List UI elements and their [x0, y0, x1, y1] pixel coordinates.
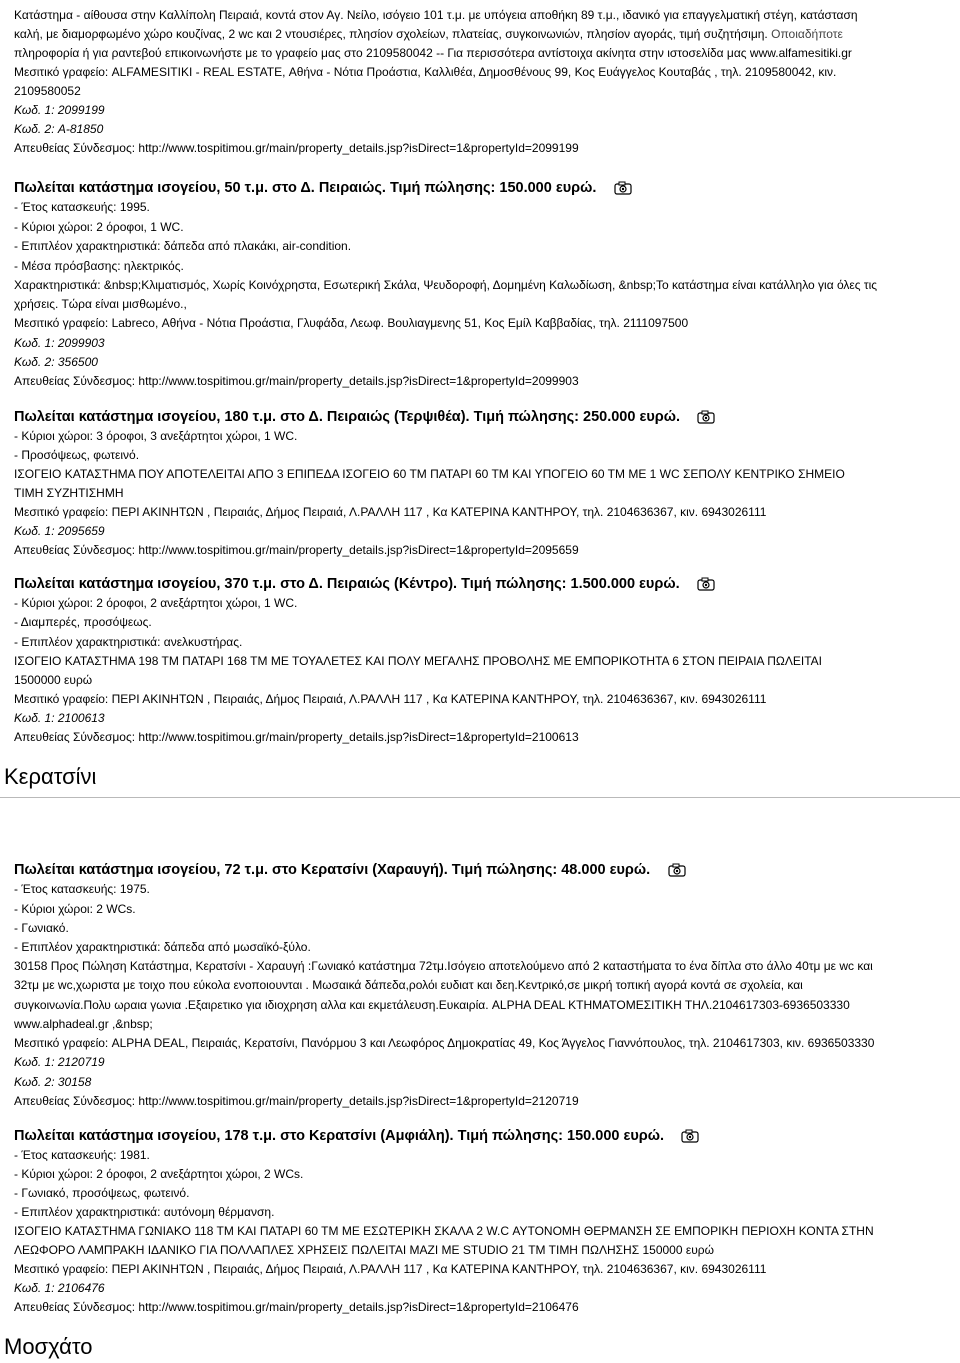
description-line: 30158 Προς Πώληση Κατάστημα, Κερατσίνι - Χαραυγή :Γωνιακό κατάστημα 72τμ.Ισόγειο αποτελούμενο από 2 καταστήματα το ένα δίπλα στο άλλο 40τμ με wc και: [14, 959, 873, 973]
listing-title-row: [14, 573, 715, 595]
agency-line: Μεσιτικό γραφείο: ΠΕΡΙ ΑΚΙΝΗΤΩΝ , Πειραιάς, Δήμος Πειραιά, Λ.ΡΑΛΛΗ 117 , Κα ΚΑΤΕΡΙΝΑ ΚΑΝΤΗΡΟΥ, τηλ. 2104636367, κιν. 6943026111: [14, 1262, 767, 1276]
feature-line: - Επιπλέον χαρακτηριστικά: δάπεδα από μωσαϊκό-ξύλο.: [14, 940, 311, 954]
feature-line: - Κύριοι χώροι: 2 όροφοι, 2 ανεξάρτητοι χώροι, 2 WCs.: [14, 1167, 304, 1181]
feature-line: - Επιπλέον χαρακτηριστικά: δάπεδα από πλακάκι, air-condition.: [14, 239, 352, 253]
feature-line: - Έτος κατασκευής: 1995.: [14, 200, 150, 214]
description-line: 1500000 ευρώ: [14, 673, 93, 687]
description-line: 32τμ με wc,χωριστα με τοιχο που εύκολα ενοποιουνται . Μωσαικά δάπεδα,ρολόι ευδιατ και δεη.Κεντρικό,σε μικρή τοπική αγορά κοντά σε σχολεία, και: [14, 978, 803, 992]
description-line: συγκοινωνία.Πολυ ωραια γωνια .Εξαιρετικο για ιδιοχρηση αλλα και εκμετάλευση.Ευκαιρία. ALPHA DEAL ΚΤΗΜΑΤΟΜΕΣΙΤΙΚΗ ΤΗΛ.2104617303-6936503330: [14, 998, 850, 1012]
description-line: ΛΕΩΦΟΡΟ ΛΑΜΠΡΑΚΗ ΙΔΑΝΙΚΟ ΓΙΑ ΠΟΛΛΑΠΛΕΣ ΧΡΗΣΕΙΣ ΠΩΛΕΙΤΑΙ ΜΑΖΙ ΜΕ STUDIO 21 ΤΜ ΤΙΜΗ ΠΩΛΗΣΗΣ 150000 ευρώ: [14, 1243, 714, 1257]
direct-link[interactable]: Απευθείας Σύνδεσμος: http://www.tospitimou.gr/main/property_details.jsp?isDirect=1&propertyId=2120719: [14, 1094, 579, 1108]
listing-title-row: [14, 1125, 699, 1147]
description-line: ΙΣΟΓΕΙΟ ΚΑΤΑΣΤΗΜΑ ΠΟΥ ΑΠΟΤΕΛΕΙΤΑΙ ΑΠΟ 3 ΕΠΙΠΕΔΑ ΙΣΟΓΕΙΟ 60 ΤΜ ΠΑΤΑΡΙ 60 ΤΜ ΚΑΙ ΥΠΟΓΕΙΟ 60 ΤΜ ΜΕ 1 WC ΣΕΠΟΛΥ ΚΕΝΤΡΙΚΟ ΣΗΜΕΙΟ: [14, 467, 845, 481]
feature-line: - Κύριοι χώροι: 2 όροφοι, 2 ανεξάρτητοι χώροι, 1 WC.: [14, 596, 298, 610]
section-divider: [0, 797, 960, 798]
description-line: [14, 25, 843, 44]
listing-title[interactable]: Πωλείται κατάστημα ισογείου, 180 τ.μ. στο Δ. Πειραιώς (Τερψιθέα). Τιμή πώλησης: 250.000 ευρώ.: [14, 409, 681, 425]
property-code: Κωδ. 2: 30158: [14, 1075, 92, 1089]
description-line: ΤΙΜΗ ΣΥΖΗΤΙΣΗΜΗ: [14, 486, 124, 500]
property-code: Κωδ. 2: 356500: [14, 355, 98, 369]
property-code: Κωδ. 1: 2099903: [14, 336, 105, 350]
agency-line: Μεσιτικό γραφείο: ΠΕΡΙ ΑΚΙΝΗΤΩΝ , Πειραιάς, Δήμος Πειραιά, Λ.ΡΑΛΛΗ 117 , Κα ΚΑΤΕΡΙΝΑ ΚΑΝΤΗΡΟΥ, τηλ. 2104636367, κιν. 6943026111: [14, 692, 767, 706]
property-code: Κωδ. 1: 2095659: [14, 524, 105, 538]
description-line: www.alphadeal.gr ,&nbsp;: [14, 1017, 153, 1031]
listing-title-row: [14, 406, 715, 428]
camera-icon[interactable]: [697, 576, 715, 598]
camera-icon[interactable]: [697, 409, 715, 431]
listing-title[interactable]: Πωλείται κατάστημα ισογείου, 178 τ.μ. στο Κερατσίνι (Αμφιάλη). Τιμή πώλησης: 150.000 ευρώ.: [14, 1128, 665, 1144]
camera-icon[interactable]: [668, 862, 686, 884]
description-text: Οποιαδήποτε: [767, 27, 843, 41]
feature-line: - Διαμπερές, προσόψεως.: [14, 615, 152, 629]
camera-icon[interactable]: [614, 180, 632, 202]
feature-line: - Γωνιακό, προσόψεως, φωτεινό.: [14, 1186, 190, 1200]
agency-line: Μεσιτικό γραφείο: ALFAMESITIKI - REAL ESTATE, Αθήνα - Νότια Προάστια, Καλλιθέα, Δημοσθένους 99, Κος Ευάγγελος Κουταβάς , τηλ. 2109580042, κιν.: [14, 65, 837, 79]
feature-line: - Έτος κατασκευής: 1981.: [14, 1148, 150, 1162]
direct-link[interactable]: Απευθείας Σύνδεσμος: http://www.tospitimou.gr/main/property_details.jsp?isDirect=1&propertyId=2095659: [14, 543, 579, 557]
description-line: Κατάστημα - αίθουσα στην Καλλίπολη Πειραιά, κοντά στον Αγ. Νείλο, ισόγειο 101 τ.μ. με υπόγεια αποθήκη 89 τ.μ., ιδανικό για επαγγελματική στέγη, κατάσταση: [14, 8, 858, 22]
agency-line: Μεσιτικό γραφείο: ΠΕΡΙ ΑΚΙΝΗΤΩΝ , Πειραιάς, Δήμος Πειραιά, Λ.ΡΑΛΛΗ 117 , Κα ΚΑΤΕΡΙΝΑ ΚΑΝΤΗΡΟΥ, τηλ. 2104636367, κιν. 6943026111: [14, 505, 767, 519]
section-heading: Μοσχάτο: [4, 1334, 93, 1359]
description-line: χρήσεις. Τώρα είναι μισθωμένο.,: [14, 297, 187, 311]
listing-title-row: [14, 859, 686, 881]
feature-line: - Γωνιακό.: [14, 921, 69, 935]
direct-link[interactable]: Απευθείας Σύνδεσμος: http://www.tospitimou.gr/main/property_details.jsp?isDirect=1&propertyId=2099903: [14, 374, 579, 388]
property-code: Κωδ. 1: 2099199: [14, 103, 105, 117]
listing-title[interactable]: Πωλείται κατάστημα ισογείου, 72 τ.μ. στο Κερατσίνι (Χαραυγή). Τιμή πώλησης: 48.000 ευρώ.: [14, 862, 651, 878]
direct-link[interactable]: Απευθείας Σύνδεσμος: http://www.tospitimou.gr/main/property_details.jsp?isDirect=1&propertyId=2100613: [14, 730, 579, 744]
property-code: Κωδ. 1: 2106476: [14, 1281, 105, 1295]
listing-title[interactable]: Πωλείται κατάστημα ισογείου, 50 τ.μ. στο Δ. Πειραιώς. Τιμή πώλησης: 150.000 ευρώ.: [14, 180, 597, 196]
feature-line: - Κύριοι χώροι: 2 WCs.: [14, 902, 136, 916]
section-heading: Κερατσίνι: [4, 764, 97, 789]
feature-line: - Επιπλέον χαρακτηριστικά: αυτόνομη θέρμανση.: [14, 1205, 275, 1219]
feature-line: - Κύριοι χώροι: 3 όροφοι, 3 ανεξάρτητοι χώροι, 1 WC.: [14, 429, 298, 443]
direct-link[interactable]: Απευθείας Σύνδεσμος: http://www.tospitimou.gr/main/property_details.jsp?isDirect=1&propertyId=2099199: [14, 141, 579, 155]
description-text: καλή, με διαμορφωμένο χώρο κουζίνας, 2 wc και 2 ντουσιέρες, πλησίον σχολείων, πλατείας, συγκοινωνιών, πλησίον αγοράς, τιμή συζητήσιμη.: [14, 27, 768, 41]
feature-line: - Κύριοι χώροι: 2 όροφοι, 1 WC.: [14, 220, 184, 234]
listing-title-row: [14, 177, 632, 199]
camera-icon[interactable]: [681, 1128, 699, 1150]
feature-line: - Επιπλέον χαρακτηριστικά: ανελκυστήρας.: [14, 635, 243, 649]
property-code: Κωδ. 2: A-81850: [14, 122, 104, 136]
feature-line: - Έτος κατασκευής: 1975.: [14, 882, 150, 896]
agency-line: 2109580052: [14, 84, 81, 98]
description-line: ΙΣΟΓΕΙΟ ΚΑΤΑΣΤΗΜΑ ΓΩΝΙΑΚΟ 118 ΤΜ ΚΑΙ ΠΑΤΑΡΙ 60 ΤΜ ΜΕ ΕΣΩΤΕΡΙΚΗ ΣΚΑΛΑ 2 W.C ΑΥΤΟΝΟΜΗ ΘΕΡΜΑΝΣΗ ΣΕ ΕΜΠΟΡΙΚΗ ΠΕΡΙΟΧΗ ΚΟΝΤΑ ΣΤΗΝ: [14, 1224, 874, 1238]
listing-title[interactable]: Πωλείται κατάστημα ισογείου, 370 τ.μ. στο Δ. Πειραιώς (Κέντρο). Τιμή πώλησης: 1.500.000 ευρώ.: [14, 576, 680, 592]
agency-line: Μεσιτικό γραφείο: ALPHA DEAL, Πειραιάς, Κερατσίνι, Πανόρμου 3 και Λεωφόρος Δημοκρατίας 49, Κος Άγγελος Γιαννόπουλος, τηλ. 2104617303, κιν. 6936503330: [14, 1036, 875, 1050]
description-line: ΙΣΟΓΕΙΟ ΚΑΤΑΣΤΗΜΑ 198 ΤΜ ΠΑΤΑΡΙ 168 ΤΜ ΜΕ ΤΟΥΑΛΕΤΕΣ ΚΑΙ ΠΟΛΥ ΜΕΓΑΛΗΣ ΠΡΟΒΟΛΗΣ ΜΕ ΕΜΠΟΡΙΚΟΤΗΤΑ 6 ΣΤΟΝ ΠΕΙΡΑΙΑ ΠΩΛΕΙΤΑΙ: [14, 654, 822, 668]
property-code: Κωδ. 1: 2120719: [14, 1055, 105, 1069]
feature-line: - Προσόψεως, φωτεινό.: [14, 448, 140, 462]
property-code: Κωδ. 1: 2100613: [14, 711, 105, 725]
description-line: Χαρακτηριστικά: &nbsp;Κλιματισμός, Χωρίς Κοινόχρηστα, Εσωτερική Σκάλα, Ψευδοροφή, Δομημένη Καλωδίωση, &nbsp;Το κατάστημα είναι κατάλληλο για όλες τις: [14, 278, 878, 292]
description-line: πληροφορία ή για ραντεβού επικοινωνήστε με το γραφείο μας στο 2109580042 -- Για περισσότερα αντίστοιχα ακίνητα στην ιστοσελίδα μας www.alfamesitiki.gr: [14, 46, 852, 60]
direct-link[interactable]: Απευθείας Σύνδεσμος: http://www.tospitimou.gr/main/property_details.jsp?isDirect=1&propertyId=2106476: [14, 1300, 579, 1314]
feature-line: - Μέσα πρόσβασης: ηλεκτρικός.: [14, 259, 184, 273]
agency-line: Μεσιτικό γραφείο: Labreco, Αθήνα - Νότια Προάστια, Γλυφάδα, Λεωφ. Βουλιαγμενης 51, Κος Εμίλ Καββαδίας, τηλ. 2111097500: [14, 316, 689, 330]
